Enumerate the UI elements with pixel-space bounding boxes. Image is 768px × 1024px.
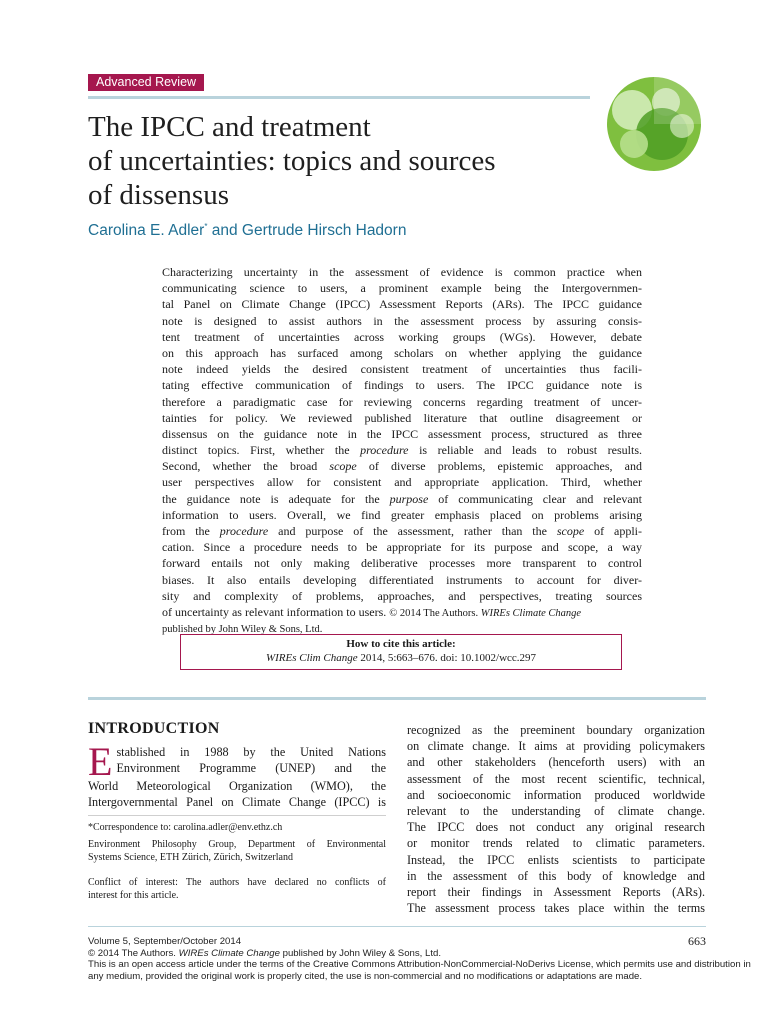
body-column-left	[88, 739, 386, 810]
abstract-line: tal Panel on Climate Change (IPCC) Assessment Reports (ARs). The IPCC guidance	[162, 297, 642, 312]
abstract-line: therefore a paradigmatic case for reviewing concerns regarding treatment of uncer-	[162, 394, 642, 409]
abstract-line: the guidance note is adequate for the purpose of communicating clear and relevant	[162, 491, 642, 506]
body-line: on climate change. It aims at providing policymakers	[407, 739, 705, 754]
abstract-line: communicating science to users, a prominent example being the Intergovernmen-	[162, 281, 642, 296]
footnote-rule	[88, 815, 386, 816]
body-line: assessment of the most recent scientific, technical,	[407, 771, 705, 786]
body-line: The assessment process takes place within the terms	[407, 901, 705, 916]
body-column-right	[407, 722, 705, 916]
affiliation-footnote	[88, 839, 386, 864]
page-number: 663	[688, 934, 706, 948]
conflict-line: interest for this article.	[88, 889, 179, 901]
correspondence-text[interactable]: *Correspondence to: carolina.adler@env.ethz.ch	[88, 822, 283, 833]
author-name[interactable]: Gertrude Hirsch Hadorn	[241, 222, 407, 240]
affiliation-line: Systems Science, ETH Zürich, Zürich, Switzerland	[88, 851, 293, 863]
abstract-line: note indeed yields the desired consistent treatment of uncertainties thus facili-	[162, 362, 642, 377]
citation-box	[180, 634, 622, 670]
correspondence-marker: *	[204, 222, 208, 231]
citation-heading: How to cite this article:	[346, 638, 456, 650]
body-line: Environment Programme (UNEP) and the	[116, 761, 386, 776]
abstract-final-text: of uncertainty as relevant information to users.	[162, 604, 387, 619]
abstract-line: user perspectives allow for consistent and appropriate application. Third, whether	[162, 475, 642, 490]
citation-details[interactable]: 2014, 5:663–676. doi: 10.1002/wcc.297	[357, 652, 537, 664]
volume-info: Volume 5, September/October 2014	[88, 936, 242, 947]
body-line: or monitor trends related to climatic parameters.	[407, 836, 705, 851]
title-line: of uncertainties: topics and sources	[88, 145, 496, 177]
abstract-line: dissensus on the guidance note in the IPCC assessment process, structured as three	[162, 426, 642, 441]
page-footer	[88, 934, 751, 982]
author-list	[88, 222, 406, 240]
license-line: any medium, provided the original work is properly cited, the use is non-commercial and no modifications or adaptations are made.	[88, 970, 643, 982]
body-line: World Meteorological Organization (WMO), the	[88, 779, 386, 793]
abstract-line: Second, whether the broad scope of diverse problems, epistemic approaches, and	[162, 459, 642, 474]
abstract-line: biases. It also entails developing differentiated instruments to account for diver-	[162, 572, 642, 587]
footer-copyright: © 2014 The Authors. WIREs Climate Change published by John Wiley & Sons, Ltd.	[88, 947, 442, 959]
correspondence-footnote	[88, 822, 386, 835]
conflict-line: Conflict of interest: The authors have declared no conflicts of	[88, 877, 386, 888]
title-line: of dissensus	[88, 179, 229, 211]
journal-logo-icon	[604, 74, 704, 174]
body-line: relevant to the understanding of climate change.	[407, 803, 705, 818]
abstract-copyright: © 2014 The Authors. WIREs Climate Change	[389, 607, 582, 619]
drop-cap: E	[88, 739, 113, 784]
author-joiner: and	[207, 222, 242, 240]
header-rule	[88, 96, 590, 99]
body-line: The IPCC does not conduct any original research	[407, 820, 705, 835]
abstract-line: forward entails not only making deliberative processes more transparent to control	[162, 556, 642, 571]
body-line: stablished in 1988 by the United Nations	[116, 745, 386, 759]
section-badge: Advanced Review	[88, 74, 204, 91]
license-line: This is an open access article under the terms of the Creative Commons Attribution-NonCommercial-NoDerivs License, which permits use and distribution in	[88, 959, 751, 971]
abstract-line: Characterizing uncertainty in the assessment of evidence is common practice when	[162, 265, 642, 279]
body-line: recognized as the preeminent boundary organization	[407, 723, 705, 737]
abstract-line: information to users. Overall, we find greater emphasis placed on problems arising	[162, 507, 642, 522]
body-line: report their findings in Assessment Reports (ARs).	[407, 884, 705, 899]
abstract-line: on this approach has surfaced among scholars on whether applying the guidance	[162, 345, 642, 360]
title-line: The IPCC and treatment	[88, 111, 371, 143]
abstract-line: tainties for policy. We reviewed published literature that outline disagreement or	[162, 410, 642, 425]
author-name[interactable]: Carolina E. Adler	[88, 222, 205, 240]
article-title	[88, 110, 608, 212]
abstract-line: tating effective communication of findings to users. The IPCC guidance note is	[162, 378, 642, 393]
abstract-line: from the procedure and purpose of the assessment, rather than the scope of appli-	[162, 524, 642, 538]
body-line: Intergovernmental Panel on Climate Change (IPCC) is	[88, 795, 386, 810]
body-line: in the assessment of this body of knowledge and	[407, 868, 705, 883]
body-line: Instead, the IPCC enlists scientists to participate	[407, 852, 705, 867]
abstract-publisher: published by John Wiley & Sons, Ltd.	[162, 624, 323, 636]
conflict-footnote	[88, 877, 386, 902]
affiliation-line: Environment Philosophy Group, Department of Environmental	[88, 839, 386, 850]
abstract-line: note is designed to assist authors in the assessment process by assuring consis-	[162, 313, 642, 328]
abstract-line	[162, 604, 642, 622]
citation-text	[266, 652, 536, 664]
introduction-heading: INTRODUCTION	[88, 720, 220, 737]
footer-rule	[88, 926, 706, 927]
abstract-line: distinct topics. First, whether the procedure is reliable and leads to robust results.	[162, 443, 642, 458]
body-line: and other stakeholders (henceforth users) with an	[407, 755, 705, 770]
section-rule	[88, 697, 706, 700]
citation-journal: WIREs Clim Change	[265, 652, 358, 664]
abstract-line: cation. Since a procedure needs to be appropriate for its purpose and scope, a way	[162, 540, 642, 555]
body-line: and socioeconomic information produced worldwide	[407, 787, 705, 802]
abstract-line: tent treatment of uncertainties across working groups (WGs). However, debate	[162, 329, 642, 344]
abstract	[162, 264, 642, 638]
abstract-line: sity and complexity of problems, approaches, and perspectives, treating sources	[162, 588, 642, 603]
